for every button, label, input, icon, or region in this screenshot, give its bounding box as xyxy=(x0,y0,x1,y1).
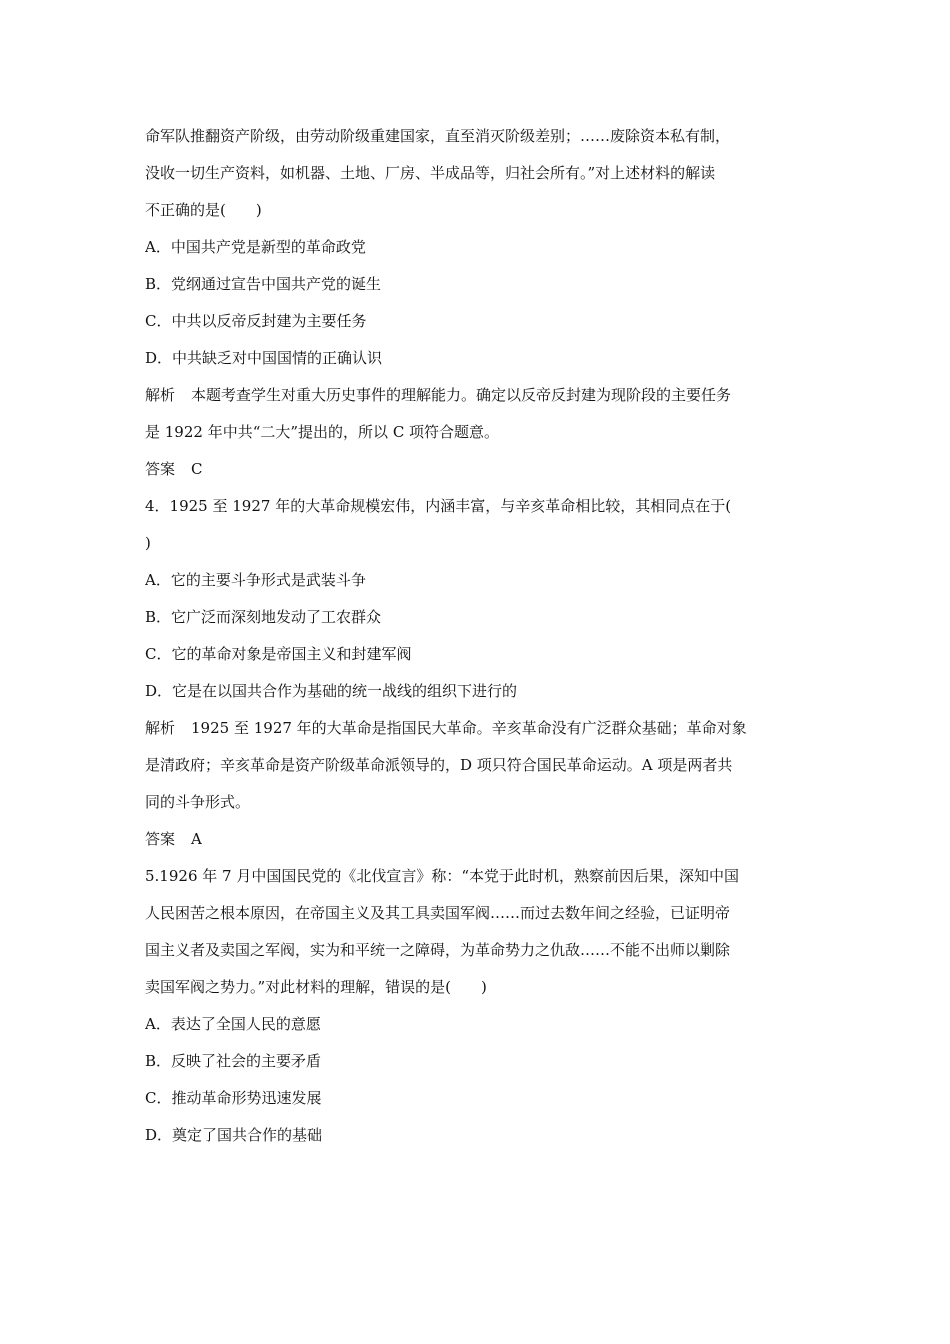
option-b: B．它广泛而深刻地发动了工农群众 xyxy=(145,608,382,626)
analysis-line xyxy=(145,710,810,747)
option-d: D．中共缺乏对中国国情的正确认识 xyxy=(145,349,383,367)
answer-value: A xyxy=(191,830,202,848)
answer-line xyxy=(145,821,810,858)
question-5 xyxy=(145,858,810,1154)
answer-value: C xyxy=(191,460,203,478)
question-stem-line: ) xyxy=(145,534,151,552)
option-b: B．党纲通过宣告中国共产党的诞生 xyxy=(145,275,382,293)
analysis-line: 是清政府；辛亥革命是资产阶级革命派领导的，D 项只符合国民革命运动。A 项是两者共 xyxy=(145,756,733,774)
option-a: A．它的主要斗争形式是武装斗争 xyxy=(145,571,366,589)
question-stem-line: 人民困苦之根本原因，在帝国主义及其工具卖国军阀……而过去数年间之经验，已证明帝 xyxy=(145,904,731,922)
question-stem-line: 国主义者及卖国之军阀，实为和平统一之障碍，为革命势力之仇敌……不能不出师以剿除 xyxy=(145,941,731,959)
analysis-line: 同的斗争形式。 xyxy=(145,793,251,811)
option-b: B．反映了社会的主要矛盾 xyxy=(145,1052,322,1070)
answer-label: 答案 xyxy=(145,830,176,848)
question-stem-line: 5.1926 年 7 月中国国民党的《北伐宣言》称：“本党于此时机，熟察前因后果，深知中国 xyxy=(145,867,740,885)
option-a: A．表达了全国人民的意愿 xyxy=(145,1015,321,1033)
option-d: D．奠定了国共合作的基础 xyxy=(145,1126,323,1144)
question-stem-line: 没收一切生产资料，如机器、土地、厂房、半成品等，归社会所有。”对上述材料的解读 xyxy=(145,164,716,182)
question-stem-line: 卖国军阀之势力。”对此材料的理解，错误的是( ) xyxy=(145,978,487,996)
question-3 xyxy=(145,118,810,488)
analysis-label: 解析 xyxy=(145,386,176,404)
answer-line xyxy=(145,451,810,488)
option-a: A．中国共产党是新型的革命政党 xyxy=(145,238,366,256)
analysis-line xyxy=(145,377,810,414)
analysis-label: 解析 xyxy=(145,719,176,737)
question-stem-line: 命军队推翻资产阶级，由劳动阶级重建国家，直至消灭阶级差别；……废除资本私有制， xyxy=(145,127,731,145)
analysis-line: 是 1922 年中共“二大”提出的，所以 C 项符合题意。 xyxy=(145,423,500,441)
analysis-text: 本题考查学生对重大历史事件的理解能力。确定以反帝反封建为现阶段的主要任务 xyxy=(191,386,732,404)
option-c: C．它的革命对象是帝国主义和封建军阀 xyxy=(145,645,412,663)
document-page xyxy=(145,118,810,1154)
answer-label: 答案 xyxy=(145,460,176,478)
question-stem-line: 不正确的是( ) xyxy=(145,201,262,219)
question-4 xyxy=(145,488,810,858)
question-stem-line: 4．1925 至 1927 年的大革命规模宏伟，内涵丰富，与辛亥革命相比较，其相同点在于( xyxy=(145,497,732,515)
option-c: C．推动革命形势迅速发展 xyxy=(145,1089,322,1107)
option-d: D．它是在以国共合作为基础的统一战线的组织下进行的 xyxy=(145,682,518,700)
analysis-text: 1925 至 1927 年的大革命是指国民大革命。辛亥革命没有广泛群众基础；革命对象 xyxy=(191,719,747,737)
option-c: C．中共以反帝反封建为主要任务 xyxy=(145,312,367,330)
